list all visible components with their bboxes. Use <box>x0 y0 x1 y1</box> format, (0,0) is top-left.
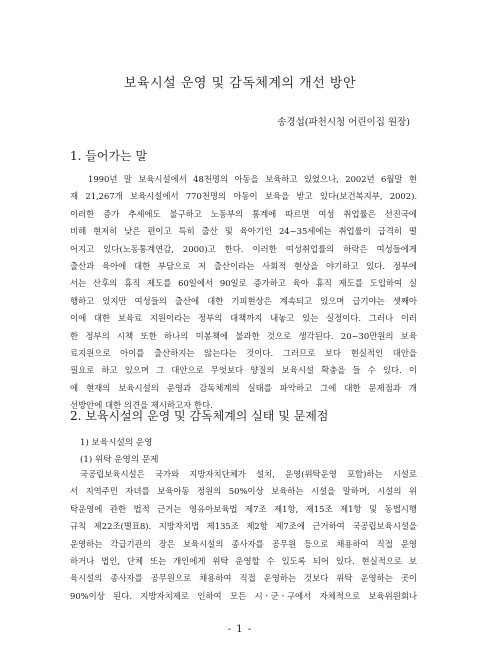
section-2-body <box>70 466 417 605</box>
section-1-body <box>70 171 417 415</box>
body-line: 서 지역주민 자녀를 보육아동 정원의 50%이상 보육하는 시설을 말하며, 시설의 위 <box>70 486 417 497</box>
body-line: 이러한 증가 추세에도 불구하고 노동부의 통계에 따르면 여성 취업률은 선진국에 <box>70 208 417 219</box>
body-line: 육시설의 종사자를 공무원으로 채용하여 직접 운영하는 것보다 위탁 운영하는 곳이 <box>70 573 417 584</box>
body-line: 비해 현저히 낮은 편이고 특히 출산 및 육아기인 24~35세에는 취업률이 급격히 떨 <box>70 226 417 237</box>
body-line: 서는 산후의 휴직 제도를 60일에서 90일로 증가하고 육아 휴직 제도를 도입하여 실 <box>70 278 417 289</box>
body-line: 선방안에 대한 의견을 제시하고자 한다. <box>70 400 213 411</box>
body-line: 료지원으로 아이를 출산하지는 않는다는 것이다. 그러므로 보다 현실적인 대안을 <box>70 348 417 359</box>
author-line: 송경섭(파천시청 어린이집 원장) <box>277 117 410 128</box>
body-line: 1990년 말 보육시설에서 48천명의 아동을 보육하고 있었으나, 2002년 6월말 현 <box>88 174 417 184</box>
body-line: 운영하는 각급기관의 장은 보육시설의 종사자를 공무원 등으로 채용하여 직접 운영 <box>70 538 417 549</box>
body-line: 이에 대한 보육료 지원이라는 정부의 대책까지 내놓고 있는 실정이다. 그러나 이러 <box>70 313 417 324</box>
document-title: 보육시설 운영 및 감독체계의 개선 방안 <box>123 76 357 91</box>
section-1-heading: 1. 들어가는 말 <box>70 149 148 163</box>
body-line: 어지고 있다(노동통계연감, 2000)고 한다. 이러한 여성취업률의 하락은 여성들에게 <box>70 243 417 254</box>
body-line: 국공립보육시설은 국가와 지방자치단체가 설치, 운영(위탁운영 포함)하는 시설로 <box>80 469 417 479</box>
body-line: 재 21,267개 보육시설에서 770천명의 아동이 보육을 받고 있다(보건복지부, 2002). <box>70 191 417 202</box>
body-line: 필요로 하고 있으며 그 대안으로 무엇보다 양질의 보육시설 확충을 들 수 있다. 이 <box>70 365 417 376</box>
body-line: 행하고 있지만 여성들의 출산에 대한 기피현상은 계속되고 있으며 급기야는 셋째아 <box>70 295 417 306</box>
body-line: 출산과 육아에 대한 부담으로 저 출산이라는 사회적 현상을 야기하고 있다. 정부에 <box>70 261 417 272</box>
body-line: 하거나 법인, 단체 또는 개인에게 위탁 운영할 수 있도록 되어 있다. 현실적으로 보 <box>70 556 417 567</box>
page-number: - 1 - <box>227 624 253 635</box>
body-line: 90%이상 된다. 지방자치제로 인하여 모든 시ㆍ군ㆍ구에서 자체적으로 보육위원회나 <box>70 590 417 601</box>
body-line: 탁운영에 관한 법적 근거는 영유아보육법 제7조 제1항, 제15조 제1항 및 동법시행 <box>70 503 417 514</box>
body-line: 에 현재의 보육시설의 운영과 감독체계의 실태를 파악하고 그에 대한 문제점과 개 <box>70 382 417 393</box>
body-line: 한 정부의 시책 또한 하나의 미봉책에 불과한 것으로 생각된다. 20~30만원의 보육 <box>70 330 417 341</box>
section-2-heading: 2. 보육시설의 운영 및 감독체계의 실태 및 문제점 <box>70 409 329 423</box>
subsection-heading: (1) 위탁 운영의 문제 <box>80 455 159 465</box>
body-line: 규칙 제22조(별표8). 지방자치법 제135조 제2항 제7조에 근거하여 국공립보육시설을 <box>70 521 417 532</box>
subsection-heading: 1) 보육시설의 운영 <box>80 438 153 448</box>
